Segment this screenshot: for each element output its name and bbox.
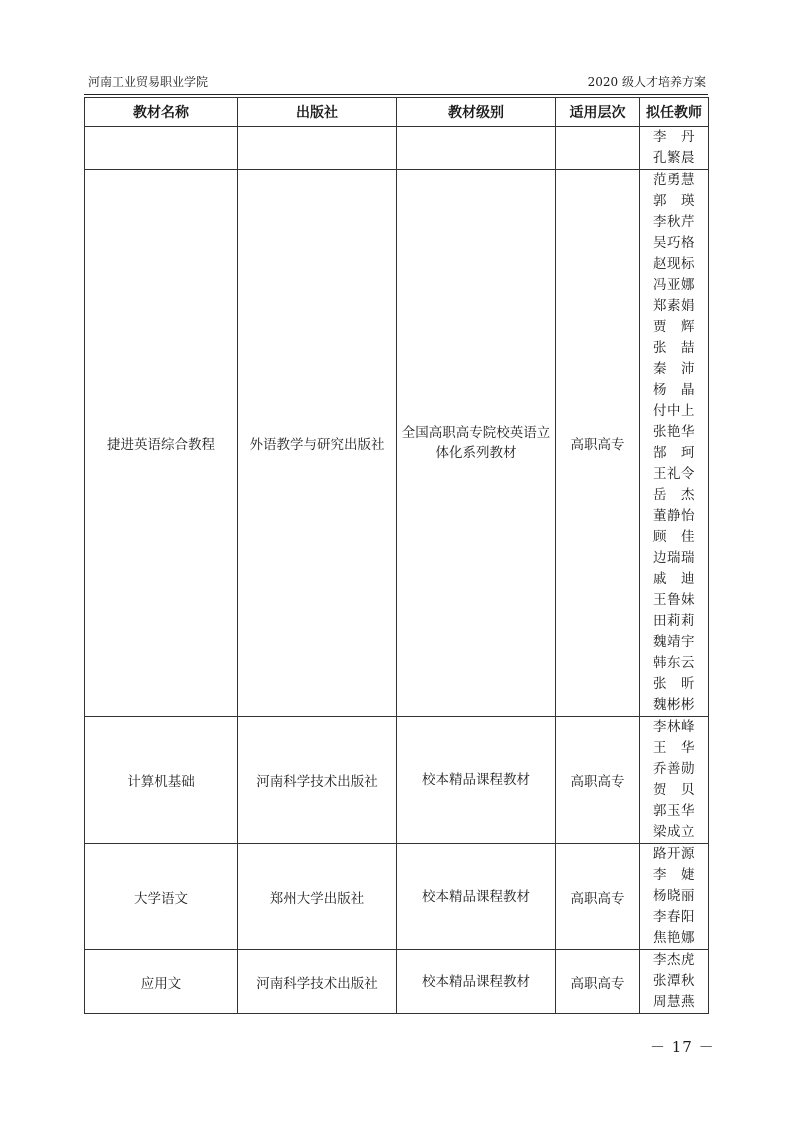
column-header-textbook-level: 教材级别	[397, 98, 556, 127]
teacher-name: 魏靖宇	[653, 634, 695, 650]
publisher-cell: 郑州大学出版社	[238, 844, 397, 950]
teacher-name: 王礼令	[653, 466, 695, 482]
teacher-name: 田莉莉	[653, 613, 695, 629]
textbook-name-cell: 大学语文	[85, 844, 238, 950]
teacher-name: 贺 贝	[653, 782, 695, 798]
textbook-name-cell: 捷进英语综合教程	[85, 170, 238, 717]
column-header-audience: 适用层次	[556, 98, 640, 127]
plan-title: 2020 级人才培养方案	[587, 75, 706, 89]
textbook-level-cell	[397, 127, 556, 170]
table-row	[85, 717, 709, 844]
audience-cell: 高职高专	[556, 950, 640, 1014]
teachers-cell	[640, 950, 709, 1014]
column-header-teachers: 拟任教师	[640, 98, 709, 127]
teacher-name: 郑素娟	[653, 298, 695, 314]
textbook-level-cell: 校本精品课程教材	[397, 717, 556, 844]
teacher-name: 张艳华	[653, 424, 695, 440]
teacher-name: 冯亚娜	[653, 277, 695, 293]
teacher-name: 李 丹	[653, 129, 695, 145]
publisher-cell: 河南科学技术出版社	[238, 717, 397, 844]
textbook-level-cell: 校本精品课程教材	[397, 950, 556, 1014]
teacher-name: 郜 珂	[653, 445, 695, 461]
audience-cell: 高职高专	[556, 844, 640, 950]
textbook-name-cell: 计算机基础	[85, 717, 238, 844]
textbook-level-cell: 全国高职高专院校英语立体化系列教材	[397, 170, 556, 717]
teacher-name: 杨 晶	[653, 382, 695, 398]
teacher-name: 韩东云	[653, 655, 695, 671]
teacher-name: 董静怡	[653, 508, 695, 524]
textbook-name-cell	[85, 127, 238, 170]
teacher-name: 赵现标	[653, 256, 695, 272]
publisher-cell	[238, 127, 397, 170]
teacher-name: 梁成立	[653, 824, 695, 840]
teacher-name: 郭 瑛	[653, 193, 695, 209]
teacher-name: 范勇慧	[653, 172, 695, 188]
teacher-name: 秦 沛	[653, 361, 695, 377]
teacher-name: 张 喆	[653, 340, 695, 356]
table-row	[85, 127, 709, 170]
teacher-name: 郭玉华	[653, 803, 695, 819]
teachers-cell	[640, 127, 709, 170]
table-header-row	[85, 98, 709, 127]
page-number: － 17 －	[650, 1038, 715, 1056]
publisher-cell: 河南科学技术出版社	[238, 950, 397, 1014]
audience-cell	[556, 127, 640, 170]
teacher-name: 乔善勋	[653, 761, 695, 777]
publisher-cell: 外语教学与研究出版社	[238, 170, 397, 717]
textbook-level-cell: 校本精品课程教材	[397, 844, 556, 950]
page-header	[84, 70, 708, 95]
column-header-textbook-name: 教材名称	[85, 98, 238, 127]
teacher-name: 张潭秋	[653, 973, 695, 989]
teacher-name: 焦艳娜	[653, 930, 695, 946]
teacher-name: 边瑞瑞	[653, 550, 695, 566]
table-body	[85, 127, 709, 1014]
audience-cell: 高职高专	[556, 717, 640, 844]
teacher-name: 付中上	[653, 403, 695, 419]
audience-cell: 高职高专	[556, 170, 640, 717]
teacher-name: 张 昕	[653, 676, 695, 692]
teacher-name: 李 婕	[653, 867, 695, 883]
table-row	[85, 950, 709, 1014]
teacher-name: 周慧燕	[653, 994, 695, 1010]
teacher-name: 李春阳	[653, 909, 695, 925]
teacher-name: 岳 杰	[653, 487, 695, 503]
school-name: 河南工业贸易职业学院	[88, 75, 209, 89]
teacher-name: 魏彬彬	[653, 697, 695, 713]
column-header-publisher: 出版社	[238, 98, 397, 127]
textbook-table	[84, 97, 709, 1014]
teachers-cell	[640, 717, 709, 844]
teachers-cell	[640, 844, 709, 950]
teacher-name: 李秋芹	[653, 214, 695, 230]
teacher-name: 王鲁妹	[653, 592, 695, 608]
teacher-name: 李林峰	[653, 719, 695, 735]
teacher-name: 李杰虎	[653, 952, 695, 968]
textbook-name-cell: 应用文	[85, 950, 238, 1014]
table-row	[85, 170, 709, 717]
teachers-cell	[640, 170, 709, 717]
teacher-name: 路开源	[653, 846, 695, 862]
teacher-name: 贾 辉	[653, 319, 695, 335]
teacher-name: 孔繁晨	[653, 150, 695, 166]
teacher-name: 顾 佳	[653, 529, 695, 545]
teacher-name: 戚 迪	[653, 571, 695, 587]
table-row	[85, 844, 709, 950]
teacher-name: 王 华	[653, 740, 695, 756]
teacher-name: 杨晓丽	[653, 888, 695, 904]
teacher-name: 吴巧格	[653, 235, 695, 251]
